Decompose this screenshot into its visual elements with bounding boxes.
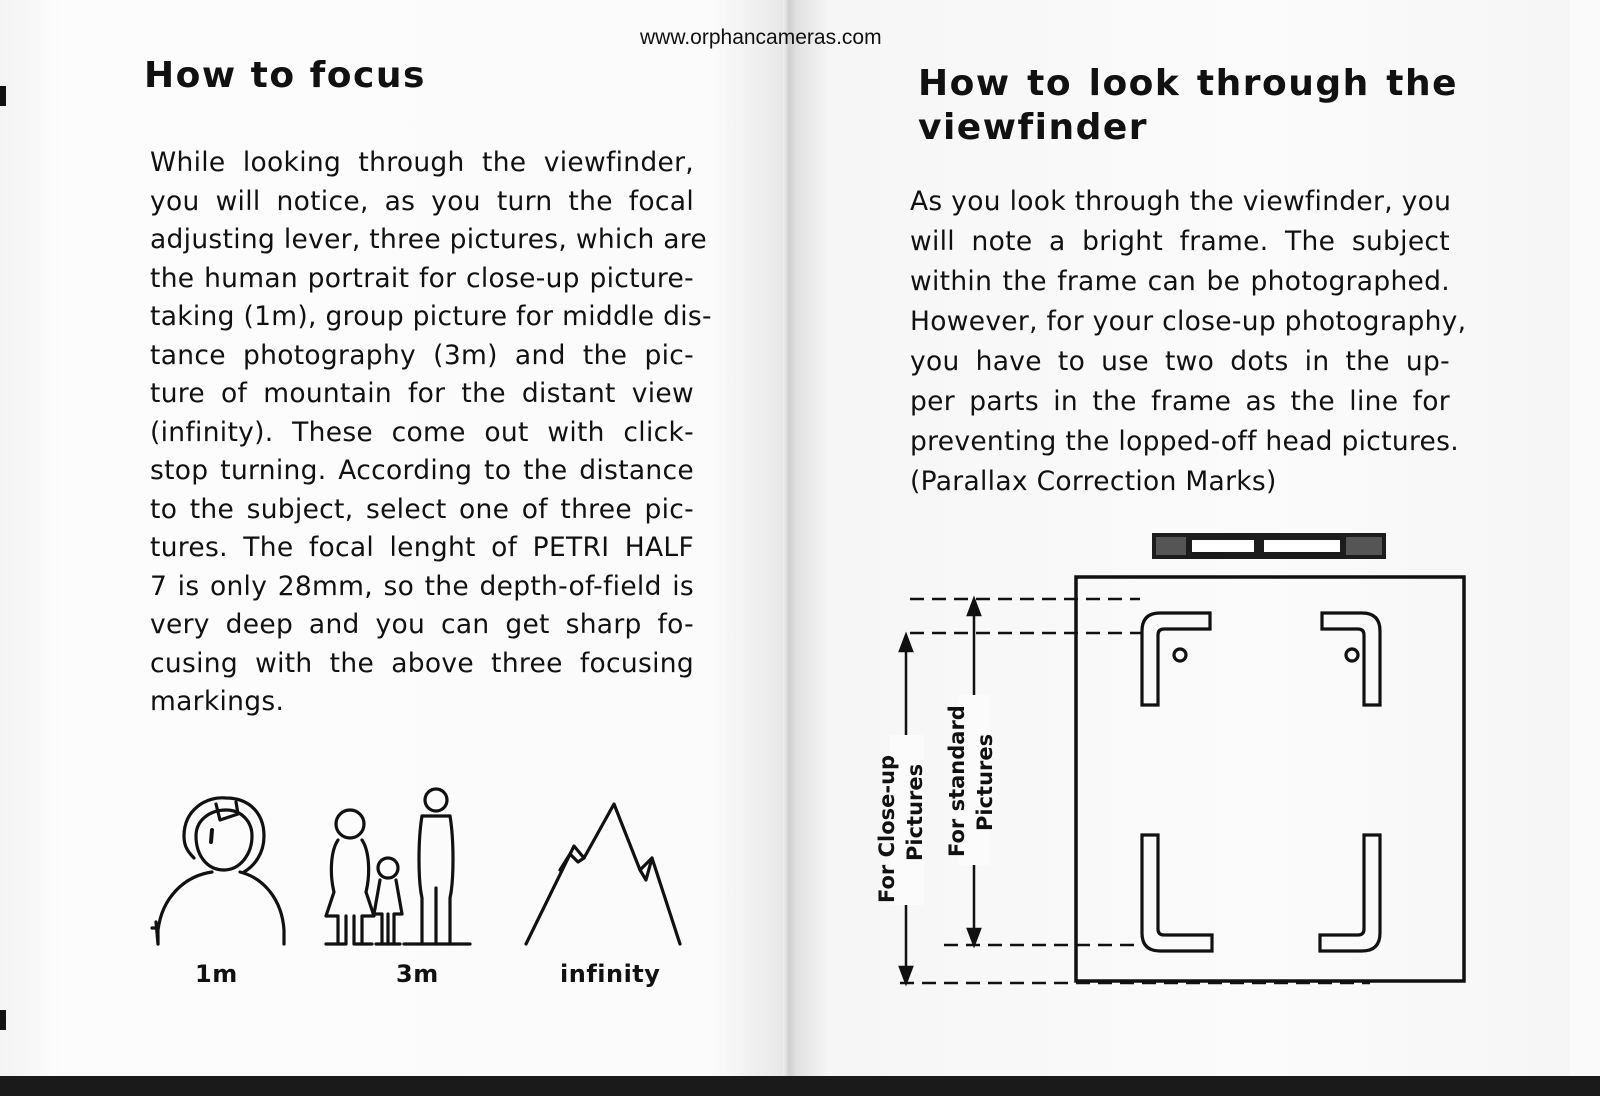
body-line: 7 is only 28mm, so the depth-of-field is [150, 570, 694, 602]
viewfinder-body-text [910, 182, 1467, 502]
body-line: stop turning. According to the distance [150, 455, 694, 486]
closeup-label-line1: For Close-up [875, 754, 899, 903]
scan-edge-mark [0, 86, 6, 106]
viewfinder-heading-line1: How to look through the [918, 63, 1458, 104]
scan-edge-mark [0, 1010, 6, 1030]
parallax-dot-icon [1346, 649, 1358, 661]
body-line: to the subject, select one of three pic- [150, 493, 694, 525]
closeup-label-line2: Pictures [903, 763, 927, 861]
mountain-label: infinity [560, 960, 661, 988]
body-line: you will notice, as you turn the focal [150, 185, 694, 217]
body-line: tance photography (3m) and the pic- [150, 339, 694, 371]
scan-bottom-edge [0, 1076, 1600, 1096]
bright-frame-corners [1142, 613, 1380, 951]
exposure-indicator-bar [1152, 533, 1386, 559]
viewfinder-outer-frame [1076, 577, 1464, 981]
body-line: markings. [150, 686, 285, 717]
body-line: (infinity). These come out with click- [150, 416, 694, 448]
body-line: very deep and you can get sharp fo- [150, 609, 694, 640]
body-line: will note a bright frame. The subject [910, 226, 1450, 257]
book-gutter [783, 0, 797, 1076]
body-line: taking (1m), group picture for middle dis- [150, 301, 712, 332]
body-line: While looking through the viewfinder, [150, 147, 694, 178]
body-line: (Parallax Correction Marks) [910, 466, 1277, 497]
focus-heading: How to focus [144, 55, 426, 96]
body-line: cusing with the above three focusing [150, 647, 694, 679]
group-label: 3m [396, 960, 439, 988]
body-line: within the frame can be photographed. [910, 266, 1450, 297]
focus-body-text [150, 144, 712, 722]
standard-label-line1: For standard [945, 705, 969, 857]
portrait-icon [152, 798, 284, 944]
body-line: adjusting lever, three pictures, which are [150, 224, 708, 255]
standard-label-line2: Pictures [973, 733, 997, 831]
body-line: you have to use two dots in the up- [910, 346, 1450, 377]
body-line: However, for your close-up photography, [910, 306, 1467, 337]
viewfinder-heading-line2: viewfinder [918, 107, 1149, 148]
body-line: preventing the lopped-off head pictures. [910, 426, 1459, 457]
body-line: ture of mountain for the distant view [150, 378, 694, 409]
body-line: the human portrait for close-up picture- [150, 262, 694, 294]
group-icon [326, 789, 470, 944]
body-line: tures. The focal lenght of PETRI HALF [150, 532, 694, 563]
watermark-url: www.orphancameras.com [640, 26, 882, 49]
parallax-dot-icon [1174, 649, 1186, 661]
mountain-icon [526, 804, 680, 944]
viewfinder-diagram [875, 525, 1500, 1015]
body-line: As you look through the viewfinder, you [910, 186, 1452, 217]
body-line: per parts in the frame as the line for [910, 386, 1450, 417]
portrait-label: 1m [195, 960, 238, 988]
